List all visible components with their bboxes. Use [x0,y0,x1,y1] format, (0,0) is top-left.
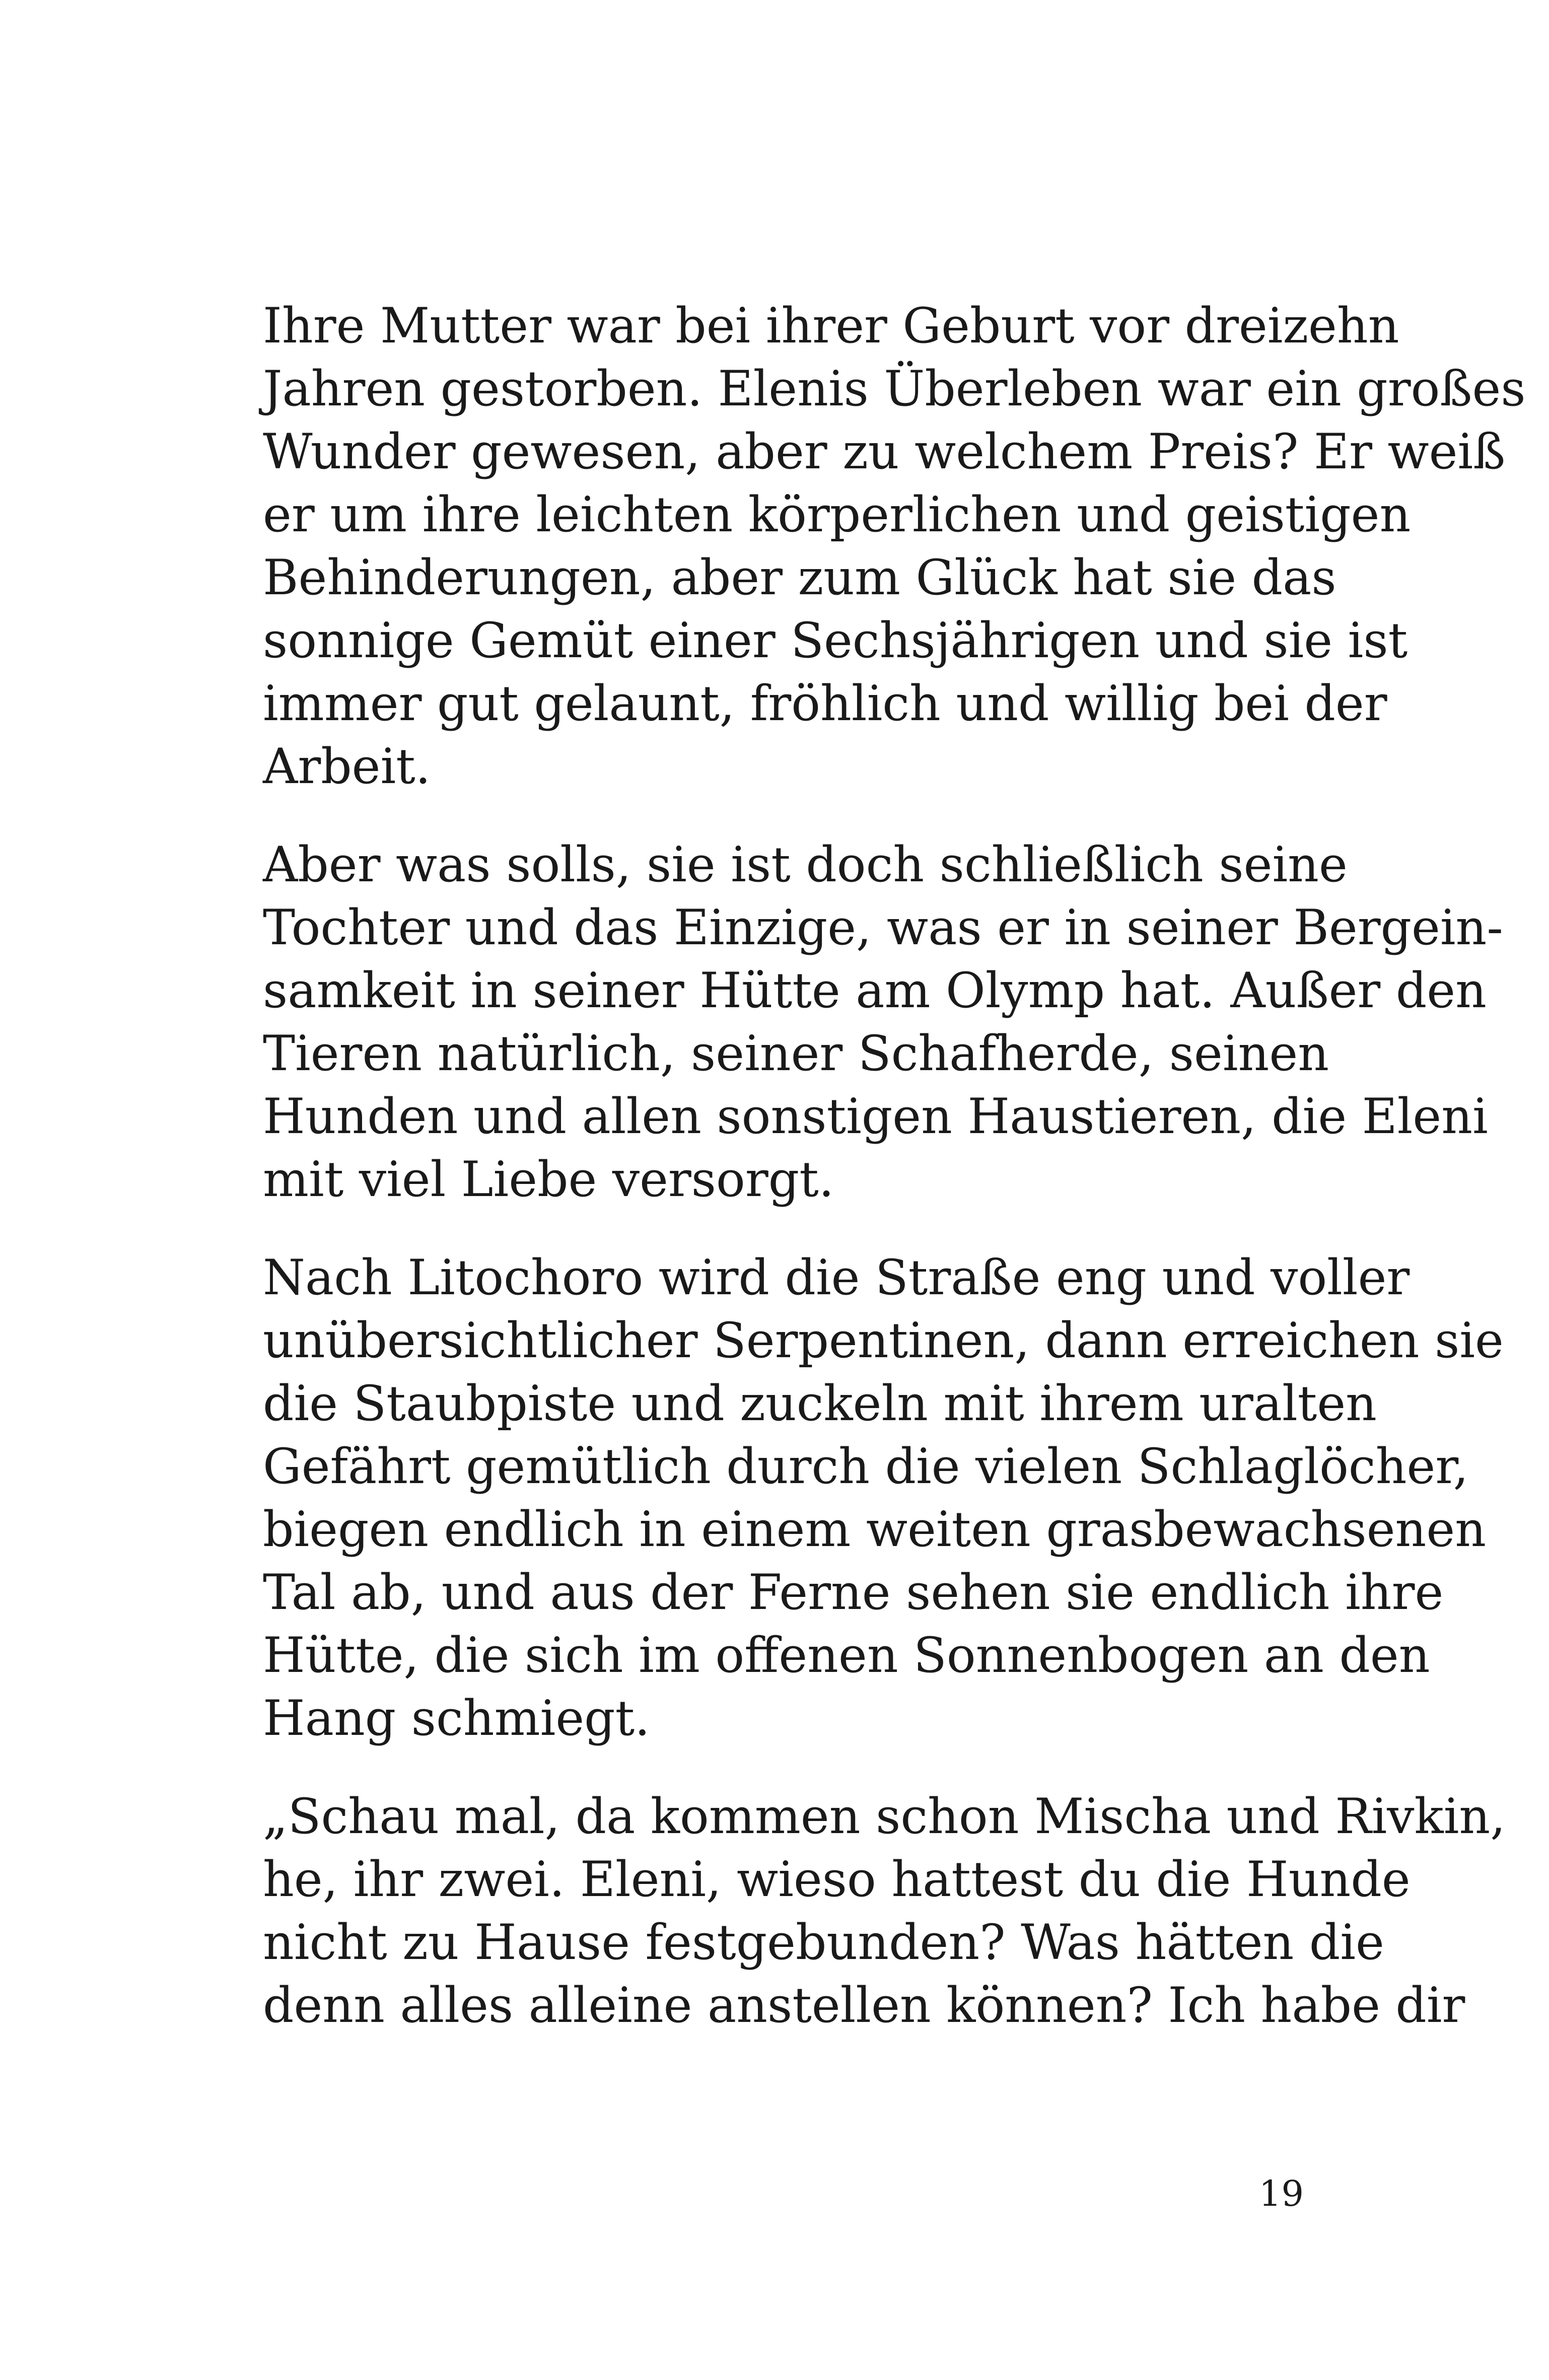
text-line: Tieren natürlich, seiner Schafherde, seinen [263,1025,1329,1082]
paragraph-spacer [263,1211,1304,1246]
text-line: Hang schmiegt. [263,1690,650,1746]
paragraph-3 [263,1246,1504,1750]
text-line: Tal ab, und aus der Ferne sehen sie endlich ihre [263,1564,1444,1621]
text-line: Tochter und das Einzige, was er in seiner Bergein- [263,899,1503,956]
text-line: „Schau mal, da kommen schon Mischa und Rivkin, [263,1788,1506,1845]
text-line: Nach Litochoro wird die Straße eng und voller [263,1249,1410,1306]
text-line: Hütte, die sich im offenen Sonnenbogen an den [263,1627,1430,1684]
text-line: Wunder gewesen, aber zu welchem Preis? Er weiß [263,424,1506,480]
text-line: he, ihr zwei. Eleni, wieso hattest du die Hunde [263,1851,1411,1908]
text-line: mit viel Liebe versorgt. [263,1151,834,1208]
text-line: biegen endlich in einem weiten grasbewachsenen [263,1501,1487,1558]
text-line: samkeit in seiner Hütte am Olymp hat. Außer den [263,962,1487,1019]
paragraph-4 [263,1785,1506,2037]
paragraph-spacer [263,1750,1304,1785]
text-line: Gefährt gemütlich durch die vielen Schlaglöcher, [263,1438,1469,1495]
text-line: Hunden und allen sonstigen Haustieren, die Eleni [263,1088,1488,1145]
text-line: Ihre Mutter war bei ihrer Geburt vor dreizehn [263,298,1399,354]
text-line: Arbeit. [263,738,431,795]
text-line: denn alles alleine anstellen können? Ich habe dir [263,1977,1465,2034]
paragraph-spacer [263,798,1304,833]
text-line: er um ihre leichten körperlichen und geistigen [263,486,1411,543]
text-line: sonnige Gemüt einer Sechsjährigen und sie ist [263,612,1408,669]
paragraph-2 [263,833,1503,1211]
text-line: immer gut gelaunt, fröhlich und willig bei der [263,675,1387,732]
text-line: die Staubpiste und zuckeln mit ihrem uralten [263,1375,1377,1432]
text-line: Behinderungen, aber zum Glück hat sie das [263,549,1336,606]
page-number: 19 [1258,2173,1304,2214]
text-line: nicht zu Hause festgebunden? Was hätten die [263,1914,1384,1971]
text-line: unübersichtlicher Serpentinen, dann erreichen sie [263,1312,1504,1369]
text-line: Jahren gestorben. Elenis Überleben war ein großes [263,361,1526,417]
page-body [263,295,1526,2037]
text-line: Aber was solls, sie ist doch schließlich seine [263,836,1348,893]
paragraph-1 [263,295,1526,798]
